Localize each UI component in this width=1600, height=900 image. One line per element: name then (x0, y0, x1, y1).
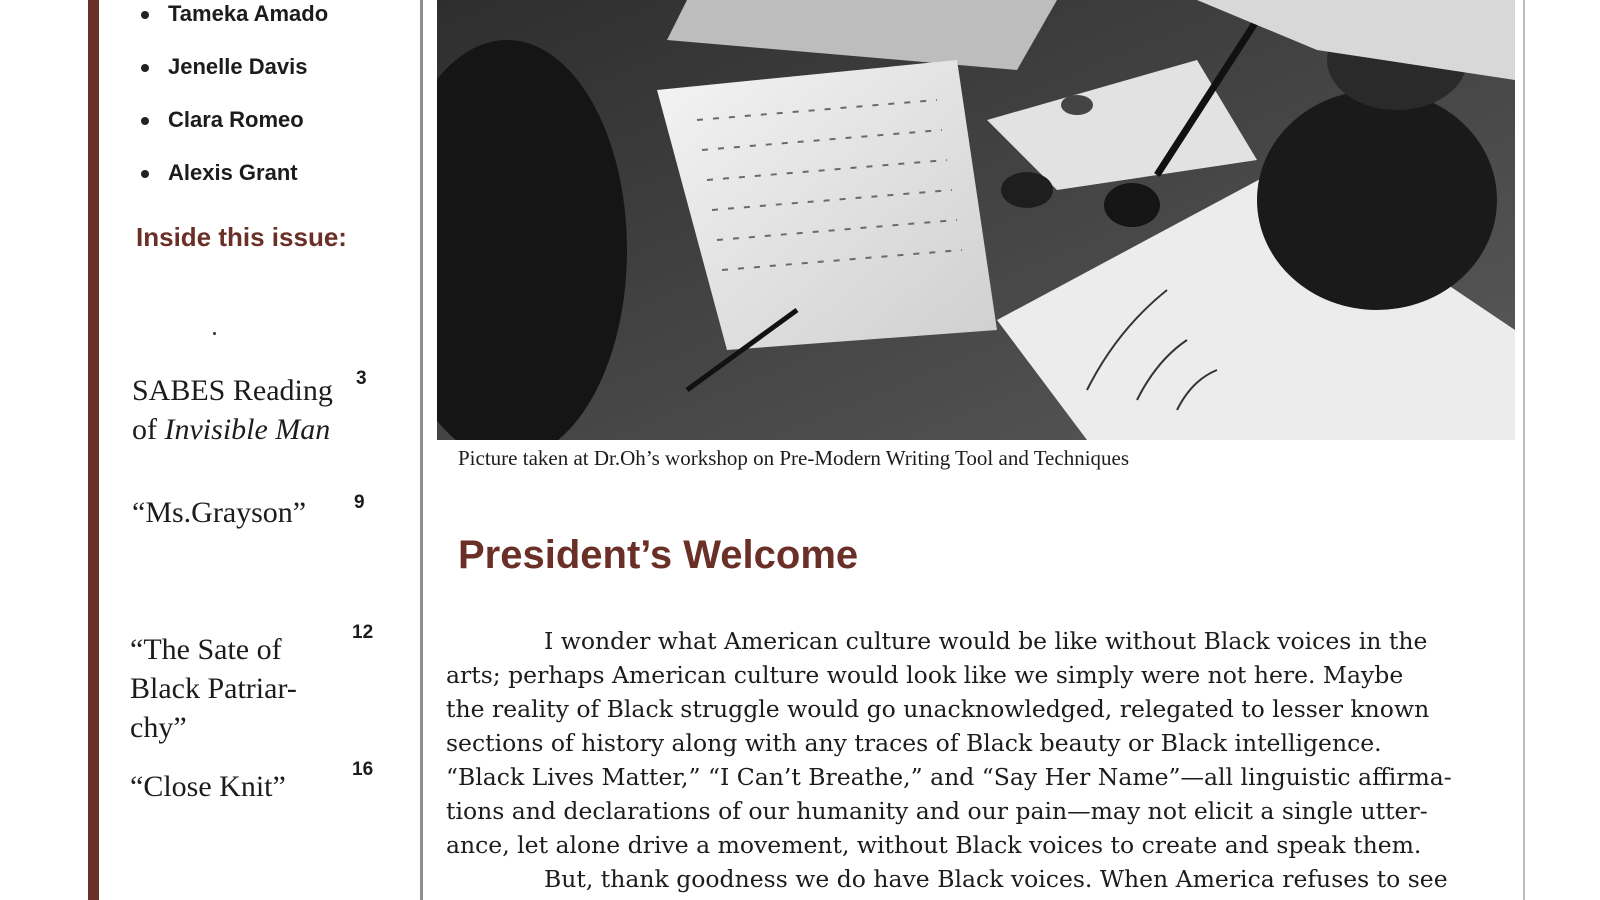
photo-caption: Picture taken at Dr.Oh’s workshop on Pre-Modern Writing Tool and Techniques (458, 446, 1130, 470)
toc-entry-ms-grayson[interactable] (132, 492, 365, 532)
member-item (130, 159, 328, 212)
toc-title-line: chy” (130, 711, 187, 744)
article-body (446, 624, 1496, 896)
toc-title (130, 630, 297, 747)
member-item (130, 106, 328, 159)
member-name: Clara Romeo (168, 107, 304, 132)
bullet-icon (141, 117, 149, 125)
member-name: Alexis Grant (168, 160, 298, 185)
sidebar-accent-bar (88, 0, 99, 900)
bullet-icon (141, 170, 149, 178)
toc-page-number: 16 (352, 759, 374, 780)
body-line: I wonder what American culture would be like without Black voices in the (544, 627, 1428, 655)
toc-title-italic: Invisible Man (164, 413, 331, 446)
president-welcome-title: President’s Welcome (458, 533, 859, 577)
toc-title: “Close Knit” (130, 770, 286, 803)
member-name: Tameka Amado (168, 1, 329, 26)
toc-title: “Ms.Grayson” (132, 496, 307, 529)
body-line: But, thank goodness we do have Black voices. When America refuses to see (544, 865, 1448, 893)
body-line: tions and declarations of our humanity and our pain—may not elicit a single utter- (446, 797, 1428, 825)
toc-entry-black-patriarchy[interactable] (130, 622, 374, 747)
toc-page-number: 12 (352, 622, 374, 643)
toc-title-line: Black Patriar- (130, 672, 297, 705)
inside-this-issue-heading: Inside this issue: (136, 222, 347, 252)
toc-page-number: 3 (356, 368, 367, 389)
column-divider (420, 0, 423, 900)
body-line: “Black Lives Matter,” “I Can’t Breathe,” and “Say Her Name”—all linguistic affirma- (446, 763, 1452, 791)
page-right-edge (1523, 0, 1525, 900)
body-line: the reality of Black struggle would go unacknowledged, relegated to lesser known (446, 695, 1430, 723)
body-line: ance, let alone drive a movement, without Black voices to create and speak them. (446, 831, 1422, 859)
toc-title (132, 371, 333, 449)
member-item (130, 53, 328, 106)
member-item (130, 0, 328, 53)
member-name: Jenelle Davis (168, 54, 308, 79)
toc-entry-close-knit[interactable] (130, 759, 374, 806)
bullet-icon (141, 64, 149, 72)
toc-title-line: SABES Reading (132, 374, 333, 407)
toc-title-line: “The Sate of (130, 633, 282, 666)
toc-page-number: 9 (354, 492, 365, 513)
body-line: sections of history along with any traces of Black beauty or Black intelligence. (446, 729, 1382, 757)
toc-title-prefix: of (132, 413, 165, 446)
toc-entry-sabes[interactable] (132, 368, 367, 449)
stray-dot (213, 332, 216, 335)
member-list (130, 0, 328, 212)
calligraphy-workshop-photo-icon (437, 0, 1515, 440)
body-line: arts; perhaps American culture would look like we simply were not here. Maybe (446, 661, 1404, 689)
workshop-photo (437, 0, 1515, 440)
bullet-icon (141, 11, 149, 19)
